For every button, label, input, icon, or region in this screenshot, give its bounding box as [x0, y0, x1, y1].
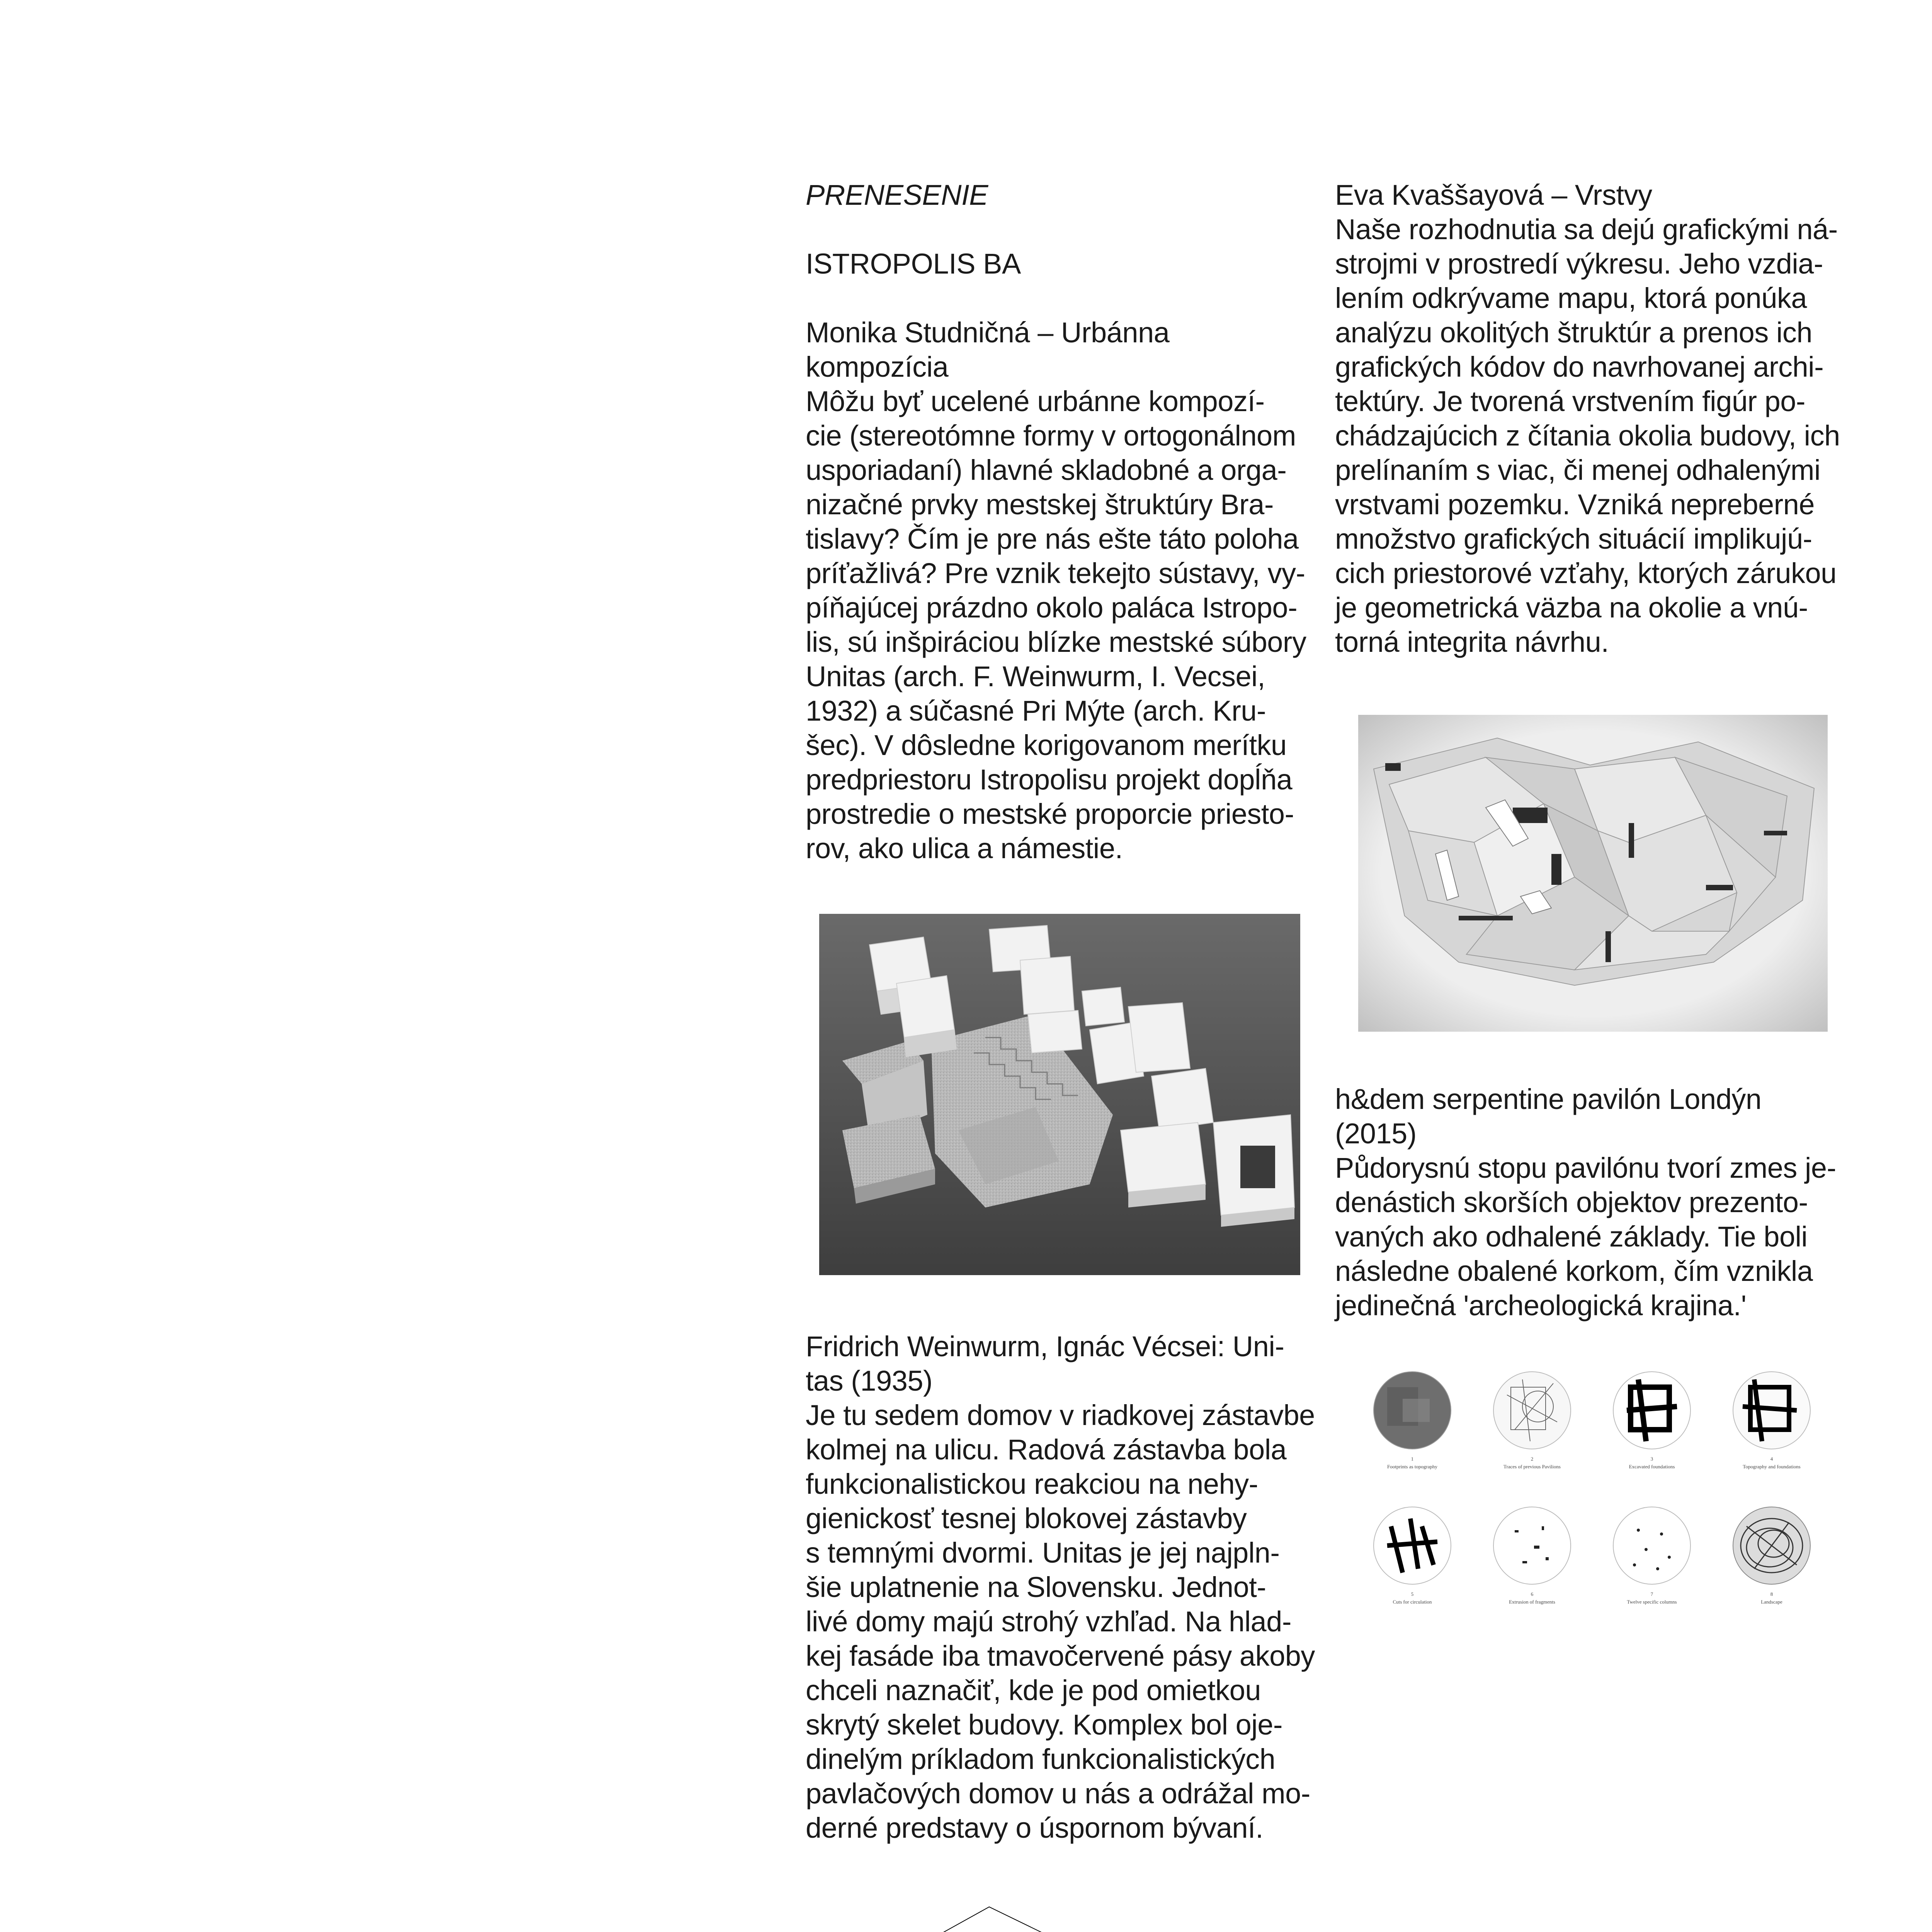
- diagram-cell-1: [1374, 1372, 1451, 1469]
- article-body-line: prostredie o mestské proporcie priesto-: [806, 798, 1294, 830]
- article-title-line: (2015): [1335, 1117, 1417, 1150]
- article-body-line: torná integrita návrhu.: [1335, 626, 1609, 658]
- subtitle: ISTROPOLIS BA: [806, 248, 1021, 280]
- article-body-line: grafických kódov do navrhovanej archi-: [1335, 351, 1824, 383]
- article-layers: [1335, 178, 1868, 659]
- article-title-line: kompozícia: [806, 351, 949, 383]
- cell-number: 2: [1531, 1456, 1534, 1462]
- article-body-line: množstvo grafických situácií implikujú-: [1335, 523, 1812, 555]
- article-body-line: rov, ako ulica a námestie.: [806, 832, 1123, 864]
- article-body-line: analýzu okolitých štruktúr a prenos ich: [1335, 316, 1812, 349]
- article-body-line: šec). V dôsledne korigovanom merítku: [806, 729, 1287, 761]
- article-title-line: tas (1935): [806, 1365, 933, 1397]
- unitas-axonometric-illustration: [846, 1899, 1279, 1932]
- article-unitas: [806, 1329, 1331, 1845]
- article-body-line: strojmi v prostredí výkresu. Jeho vzdia-: [1335, 248, 1823, 280]
- article-body-line: Naše rozhodnutia sa dejú grafickými ná-: [1335, 213, 1838, 245]
- article-urban-composition: [806, 315, 1331, 866]
- section-label: PRENESENIE: [806, 179, 988, 211]
- right-column: [1335, 178, 1868, 659]
- article-body-line: Je tu sedem domov v riadkovej zástavbe: [806, 1399, 1315, 1431]
- diagram-cell-8: [1733, 1507, 1810, 1605]
- article-body-line: derné predstavy o úspornom bývaní.: [806, 1812, 1264, 1844]
- cell-caption: Traces of previous Pavilions: [1503, 1464, 1561, 1469]
- article-body-line: predpriestoru Istropolisu projekt dopĺňa: [806, 764, 1293, 796]
- diagram-cell-4: [1733, 1372, 1810, 1469]
- article-body-line: kolmej na ulicu. Radová zástavba bola: [806, 1434, 1287, 1466]
- cell-caption: Footprints as topography: [1387, 1464, 1437, 1469]
- article-body-line: chádzajúcich z čítania okolia budovy, ich: [1335, 420, 1840, 452]
- cell-number: 6: [1531, 1591, 1534, 1597]
- diagram-cell-5: [1374, 1507, 1451, 1605]
- cell-caption: Extrusion of fragments: [1509, 1599, 1555, 1605]
- cell-caption: Landscape: [1761, 1599, 1782, 1605]
- article-body: [1335, 212, 1868, 659]
- article-body-line: kej fasáde iba tmavočervené pásy akoby: [806, 1640, 1315, 1672]
- article-title-line: Monika Studničná – Urbánna: [806, 316, 1170, 349]
- article-body-line: šie uplatnenie na Slovensku. Jednot-: [806, 1571, 1266, 1603]
- article-body-line: tektúry. Je tvorená vrstvením figúr po-: [1335, 385, 1806, 417]
- cell-number: 7: [1650, 1591, 1653, 1597]
- cell-number: 3: [1650, 1456, 1653, 1462]
- serpentine-diagram-grid: [1352, 1364, 1835, 1650]
- article-body-line: usporiadaní) hlavné skladobné a orga-: [806, 454, 1287, 486]
- article-body-line: Unitas (arch. F. Weinwurm, I. Vecsei,: [806, 660, 1265, 692]
- cell-number: 1: [1411, 1456, 1414, 1462]
- cell-caption: Excavated foundations: [1629, 1464, 1675, 1469]
- urban-model-illustration: [819, 914, 1300, 1275]
- article-serpentine: [1335, 1082, 1868, 1323]
- article-body-line: funkcionalistickou reakciou na nehy-: [806, 1468, 1258, 1500]
- article-body-line: lením odkrývame mapu, ktorá ponúka: [1335, 282, 1807, 314]
- article-title: [806, 1329, 1331, 1398]
- article-title: [1335, 178, 1868, 212]
- article-body-line: gienickosť tesnej blokovej zástavby: [806, 1502, 1247, 1534]
- article-body-line: skrytý skelet budovy. Komplex bol oje-: [806, 1709, 1283, 1741]
- diagram-cell-3: [1613, 1372, 1690, 1469]
- article-body-line: Môžu byť ucelené urbánne kompozí-: [806, 385, 1265, 417]
- article-body-line: 1932) a súčasné Pri Mýte (arch. Kru-: [806, 695, 1266, 727]
- article-body-line: vaných ako odhalené základy. Tie boli: [1335, 1221, 1808, 1253]
- article-body-line: píňajúcej prázdno okolo paláca Istropo-: [806, 592, 1298, 624]
- serpentine-diagram: [1352, 1364, 1835, 1650]
- article-body-line: tislavy? Čím je pre nás ešte táto poloha: [806, 523, 1299, 555]
- article-body-line: denástich skorších objektov prezento-: [1335, 1186, 1808, 1218]
- article-title-line: h&dem serpentine pavilón Londýn: [1335, 1083, 1762, 1115]
- cell-number: 8: [1770, 1591, 1773, 1597]
- article-body-line: s temnými dvormi. Unitas je jej najpln-: [806, 1537, 1280, 1569]
- article-body-line: Půdorysnú stopu pavilónu tvorí zmes je-: [1335, 1152, 1836, 1184]
- article-body-line: prelínaním s viac, či menej odhalenými: [1335, 454, 1821, 486]
- article-body-line: príťažlivá? Pre vznik tekejto sústavy, vy-: [806, 557, 1305, 589]
- cell-caption: Topography and foundations: [1743, 1464, 1801, 1469]
- diagram-cell-2: [1493, 1372, 1571, 1469]
- layers-render-illustration: [1358, 715, 1828, 1032]
- article-body-line: cie (stereotómne formy v ortogonálnom: [806, 420, 1296, 452]
- unitas-axonometric-drawing: [846, 1899, 1279, 1932]
- layers-render: [1358, 715, 1828, 1032]
- article-body-line: následne obalené korkom, čím vznikla: [1335, 1255, 1813, 1287]
- article-body: [806, 1398, 1331, 1845]
- cell-caption: Twelve specific columns: [1627, 1599, 1677, 1605]
- diagram-cell-7: [1613, 1507, 1690, 1605]
- urban-model-photo: [819, 914, 1300, 1275]
- article-body-line: nizačné prvky mestskej štruktúry Bra-: [806, 488, 1274, 520]
- article-title-line: Eva Kvaššayová – Vrstvy: [1335, 179, 1652, 211]
- article-body: [806, 384, 1331, 866]
- article-body-line: jedinečná 'archeologická krajina.': [1335, 1289, 1747, 1321]
- cell-number: 4: [1770, 1456, 1773, 1462]
- cell-number: 5: [1411, 1591, 1414, 1597]
- article-body-line: dinelým príkladom funkcionalistických: [806, 1743, 1276, 1775]
- article-body-line: livé domy majú strohý vzhľad. Na hlad-: [806, 1605, 1291, 1638]
- article-body: [1335, 1151, 1868, 1323]
- diagram-cell-6: [1493, 1507, 1571, 1605]
- article-title: [806, 315, 1331, 384]
- article-body-line: lis, sú inšpiráciou blízke mestské súbory: [806, 626, 1306, 658]
- article-body-line: vrstvami pozemku. Vzniká nepreberné: [1335, 488, 1815, 520]
- cell-caption: Cuts for circulation: [1393, 1599, 1432, 1605]
- article-body-line: je geometrická väzba na okolie a vnú-: [1335, 592, 1808, 624]
- article-body-line: pavlačových domov u nás a odrážal mo-: [806, 1777, 1310, 1810]
- right-column-lower: [1335, 1082, 1868, 1323]
- article-body-line: chceli naznačiť, kde je pod omietkou: [806, 1674, 1261, 1706]
- left-column-lower: [806, 1329, 1331, 1845]
- article-title-line: Fridrich Weinwurm, Ignác Vécsei: Uni-: [806, 1330, 1284, 1362]
- left-column: [806, 178, 1331, 866]
- article-body-line: cich priestorové vzťahy, ktorých zárukou: [1335, 557, 1837, 589]
- article-title: [1335, 1082, 1868, 1151]
